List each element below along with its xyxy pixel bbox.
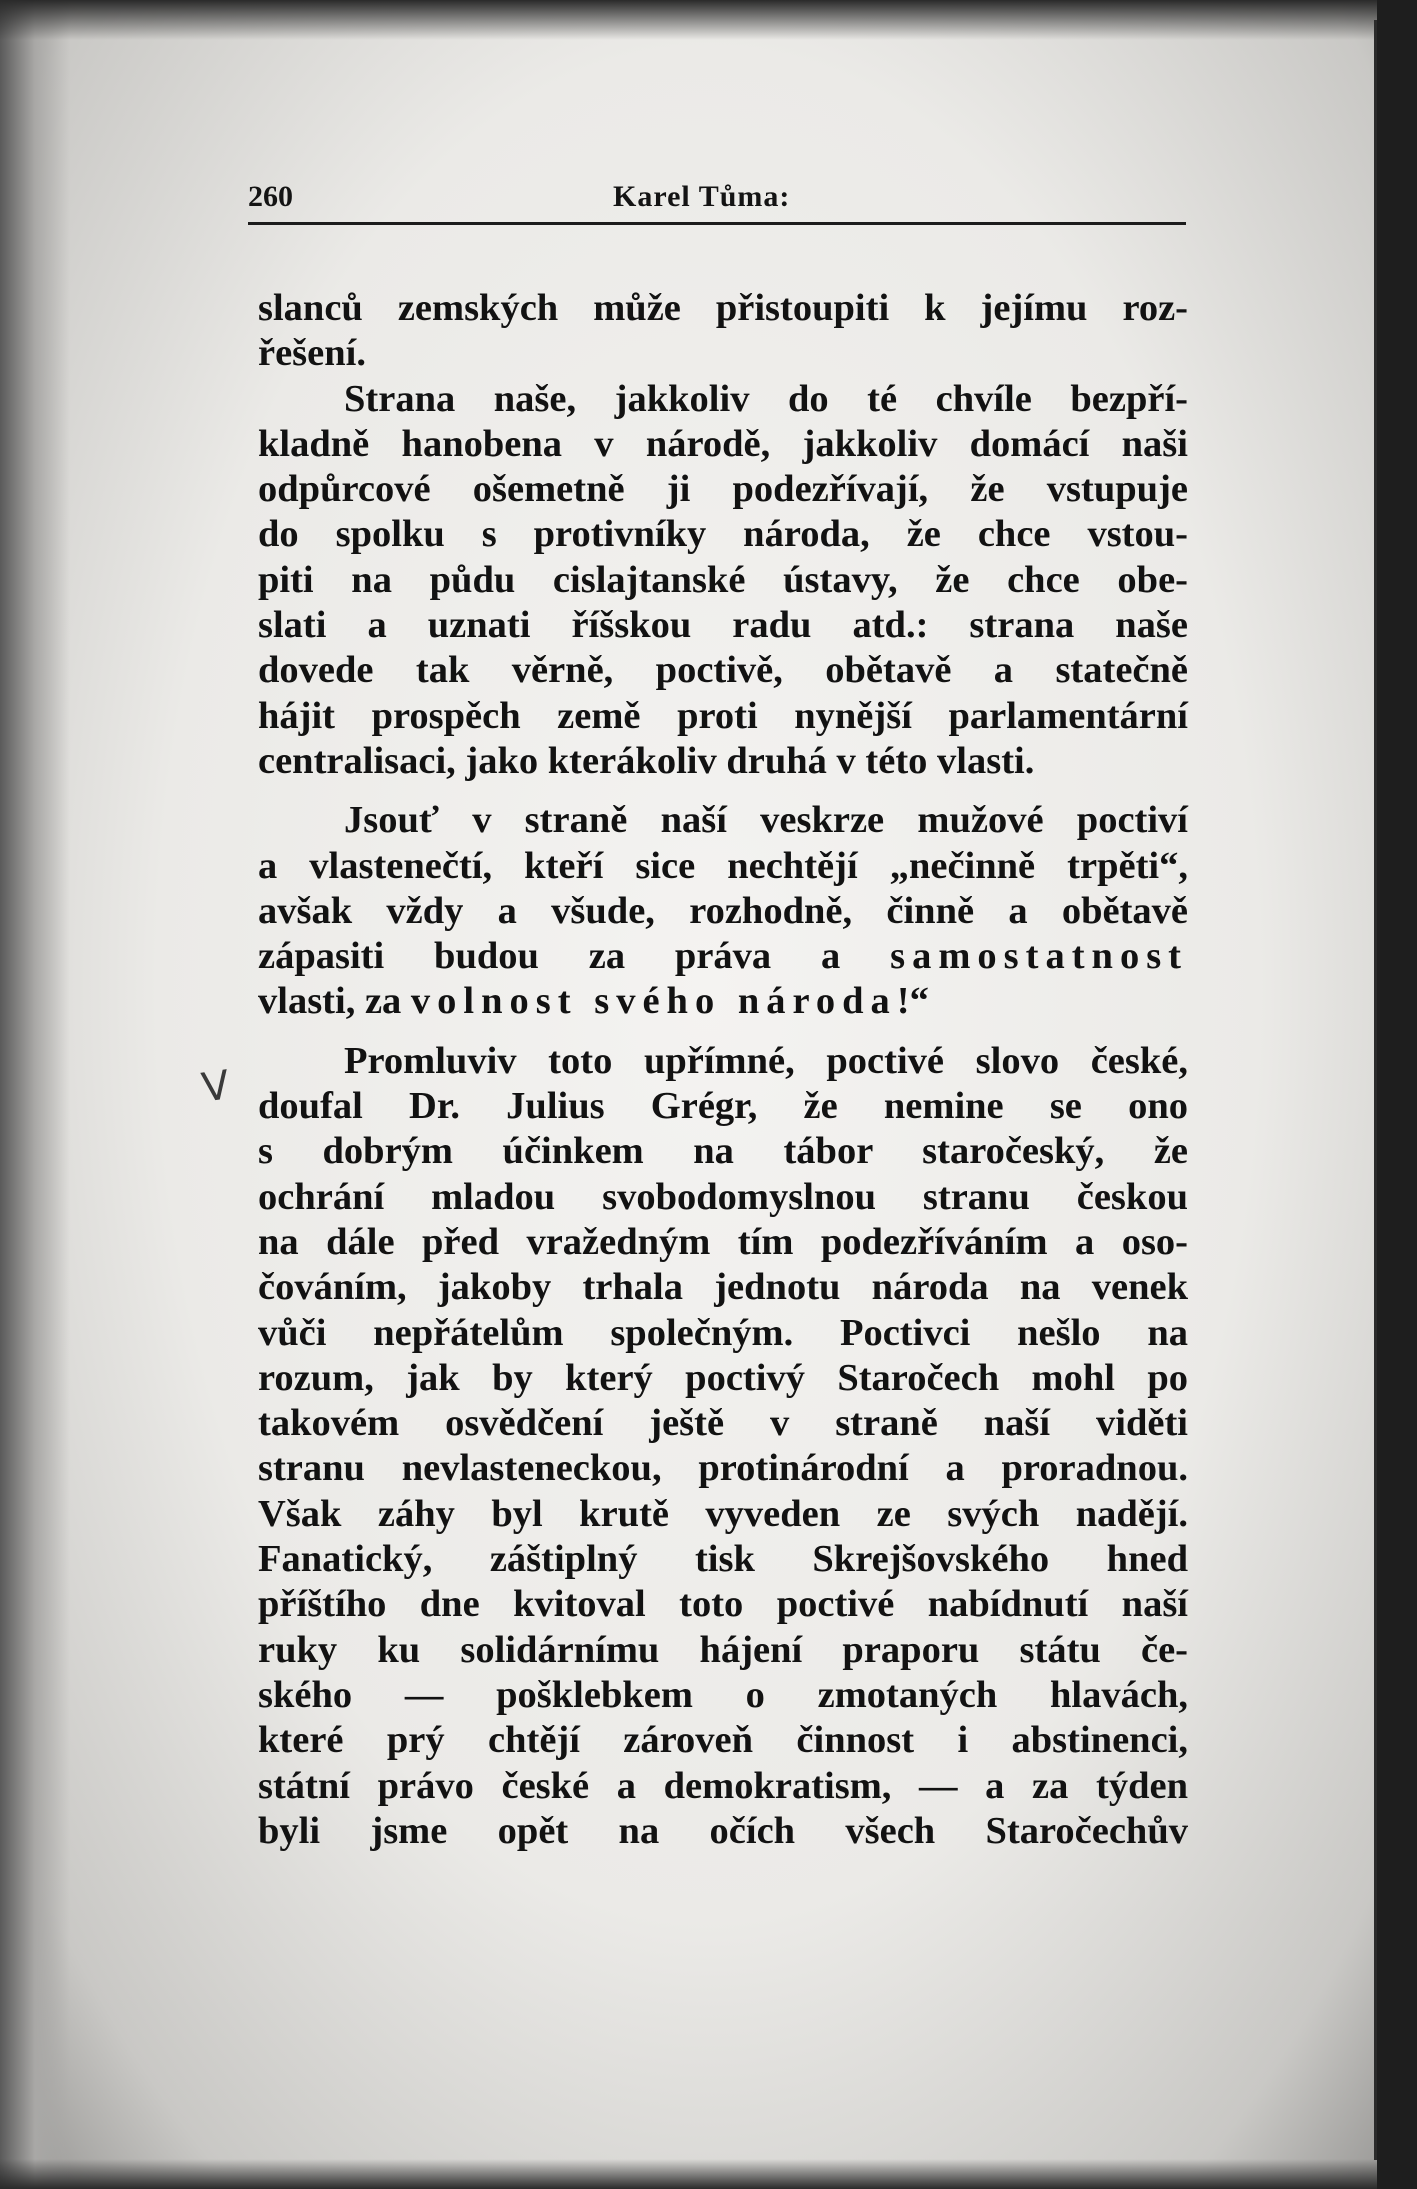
spaced-emphasis: volnost svého národa <box>410 980 897 1023</box>
text-line: hájit prospěch země proti nynější parlamentární <box>258 694 1188 737</box>
text-line: čováním, jakoby trhala jednotu národa na venek <box>258 1266 1188 1309</box>
text-line: ského — pošklebkem o zmotaných hlavách, <box>258 1673 1188 1716</box>
scan-border-right <box>1377 0 1417 2189</box>
text-line: rozum, jak by který poctivý Staročech mohl po <box>258 1356 1188 1399</box>
text-line: které prý chtějí zároveň činnost i abstinenci, <box>258 1719 1188 1762</box>
text-line: a vlastenečtí, kteří sice nechtějí „nečinně trpěti“, <box>258 844 1188 887</box>
text-segment: !“ <box>896 980 929 1023</box>
text-line: centralisaci, jako kterákoliv druhá v této vlasti. <box>258 739 1035 782</box>
text-line: slanců zemských může přistoupiti k jejímu roz- <box>258 287 1188 329</box>
text-line: vůči nepřátelům společným. Poctivci nešlo na <box>258 1311 1188 1354</box>
page-number: 260 <box>248 180 293 213</box>
text-line: Strana naše, jakkoliv do té chvíle bezpří- <box>344 377 1188 420</box>
text-line: do spolku s protivníky národa, že chce vstou- <box>258 513 1188 556</box>
text-line: příštího dne kvitoval toto poctivé nabídnutí naší <box>258 1583 1188 1626</box>
text-line: piti na půdu cislajtanské ústavy, že chce obe- <box>258 558 1188 601</box>
text-line: státní právo české a demokratism, — a za týden <box>258 1764 1188 1807</box>
text-line: avšak vždy a všude, rozhodně, činně a obětavě <box>258 889 1188 932</box>
spaced-emphasis: samostatnost <box>890 935 1189 978</box>
text-line: řešení. <box>258 332 366 375</box>
paragraph-4 <box>258 1039 1188 1854</box>
text-line: Však záhy byl krutě vyveden ze svých nadějí. <box>258 1492 1188 1535</box>
paragraph-1 <box>258 286 1188 377</box>
text-line: Jsouť v straně naší veskrze mužové poctiví <box>344 799 1188 842</box>
text-line <box>258 979 1188 1024</box>
margin-check-mark: V <box>198 1062 233 1112</box>
scan-shadow-top <box>0 0 1417 40</box>
text-line: stranu nevlasteneckou, protinárodní a proradnou. <box>258 1447 1188 1490</box>
scan-shadow-left <box>0 0 70 2189</box>
text-segment: zápasiti budou za práva a <box>258 935 841 978</box>
text-line: doufal Dr. Julius Grégr, že nemine se ono <box>258 1085 1188 1128</box>
text-line: Fanatický, záštiplný tisk Skrejšovského hned <box>258 1538 1188 1581</box>
text-line: kladně hanobena v národě, jakkoliv domácí naši <box>258 422 1188 465</box>
text-line: s dobrým účinkem na tábor staročeský, že <box>258 1130 1188 1173</box>
text-line <box>258 934 1188 979</box>
paragraph-3 <box>258 798 1188 1024</box>
text-line: Promluviv toto upřímné, poctivé slovo české, <box>344 1039 1188 1082</box>
running-head: Karel Tůma: <box>613 180 791 213</box>
text-line: slati a uznati říšskou radu atd.: strana naše <box>258 604 1188 647</box>
text-line: dovede tak věrně, poctivě, obětavě a statečně <box>258 649 1188 692</box>
text-line: na dále před vražedným tím podezříváním a oso- <box>258 1220 1188 1263</box>
paragraph-2 <box>258 377 1188 785</box>
text-line: takovém osvědčení ještě v straně naší viděti <box>258 1402 1188 1445</box>
text-line: ochrání mladou svobodomyslnou stranu českou <box>258 1175 1188 1218</box>
page-header <box>248 178 1186 225</box>
text-segment: vlasti, za <box>258 980 402 1023</box>
scan-shadow-bottom <box>0 2159 1417 2189</box>
text-line: ruky ku solidárnímu hájení praporu státu če- <box>258 1628 1188 1671</box>
text-line: byli jsme opět na očích všech Staročechův <box>258 1809 1188 1852</box>
body-text <box>258 286 1188 1854</box>
text-line: odpůrcové ošemetně ji podezřívají, že vstupuje <box>258 468 1188 511</box>
